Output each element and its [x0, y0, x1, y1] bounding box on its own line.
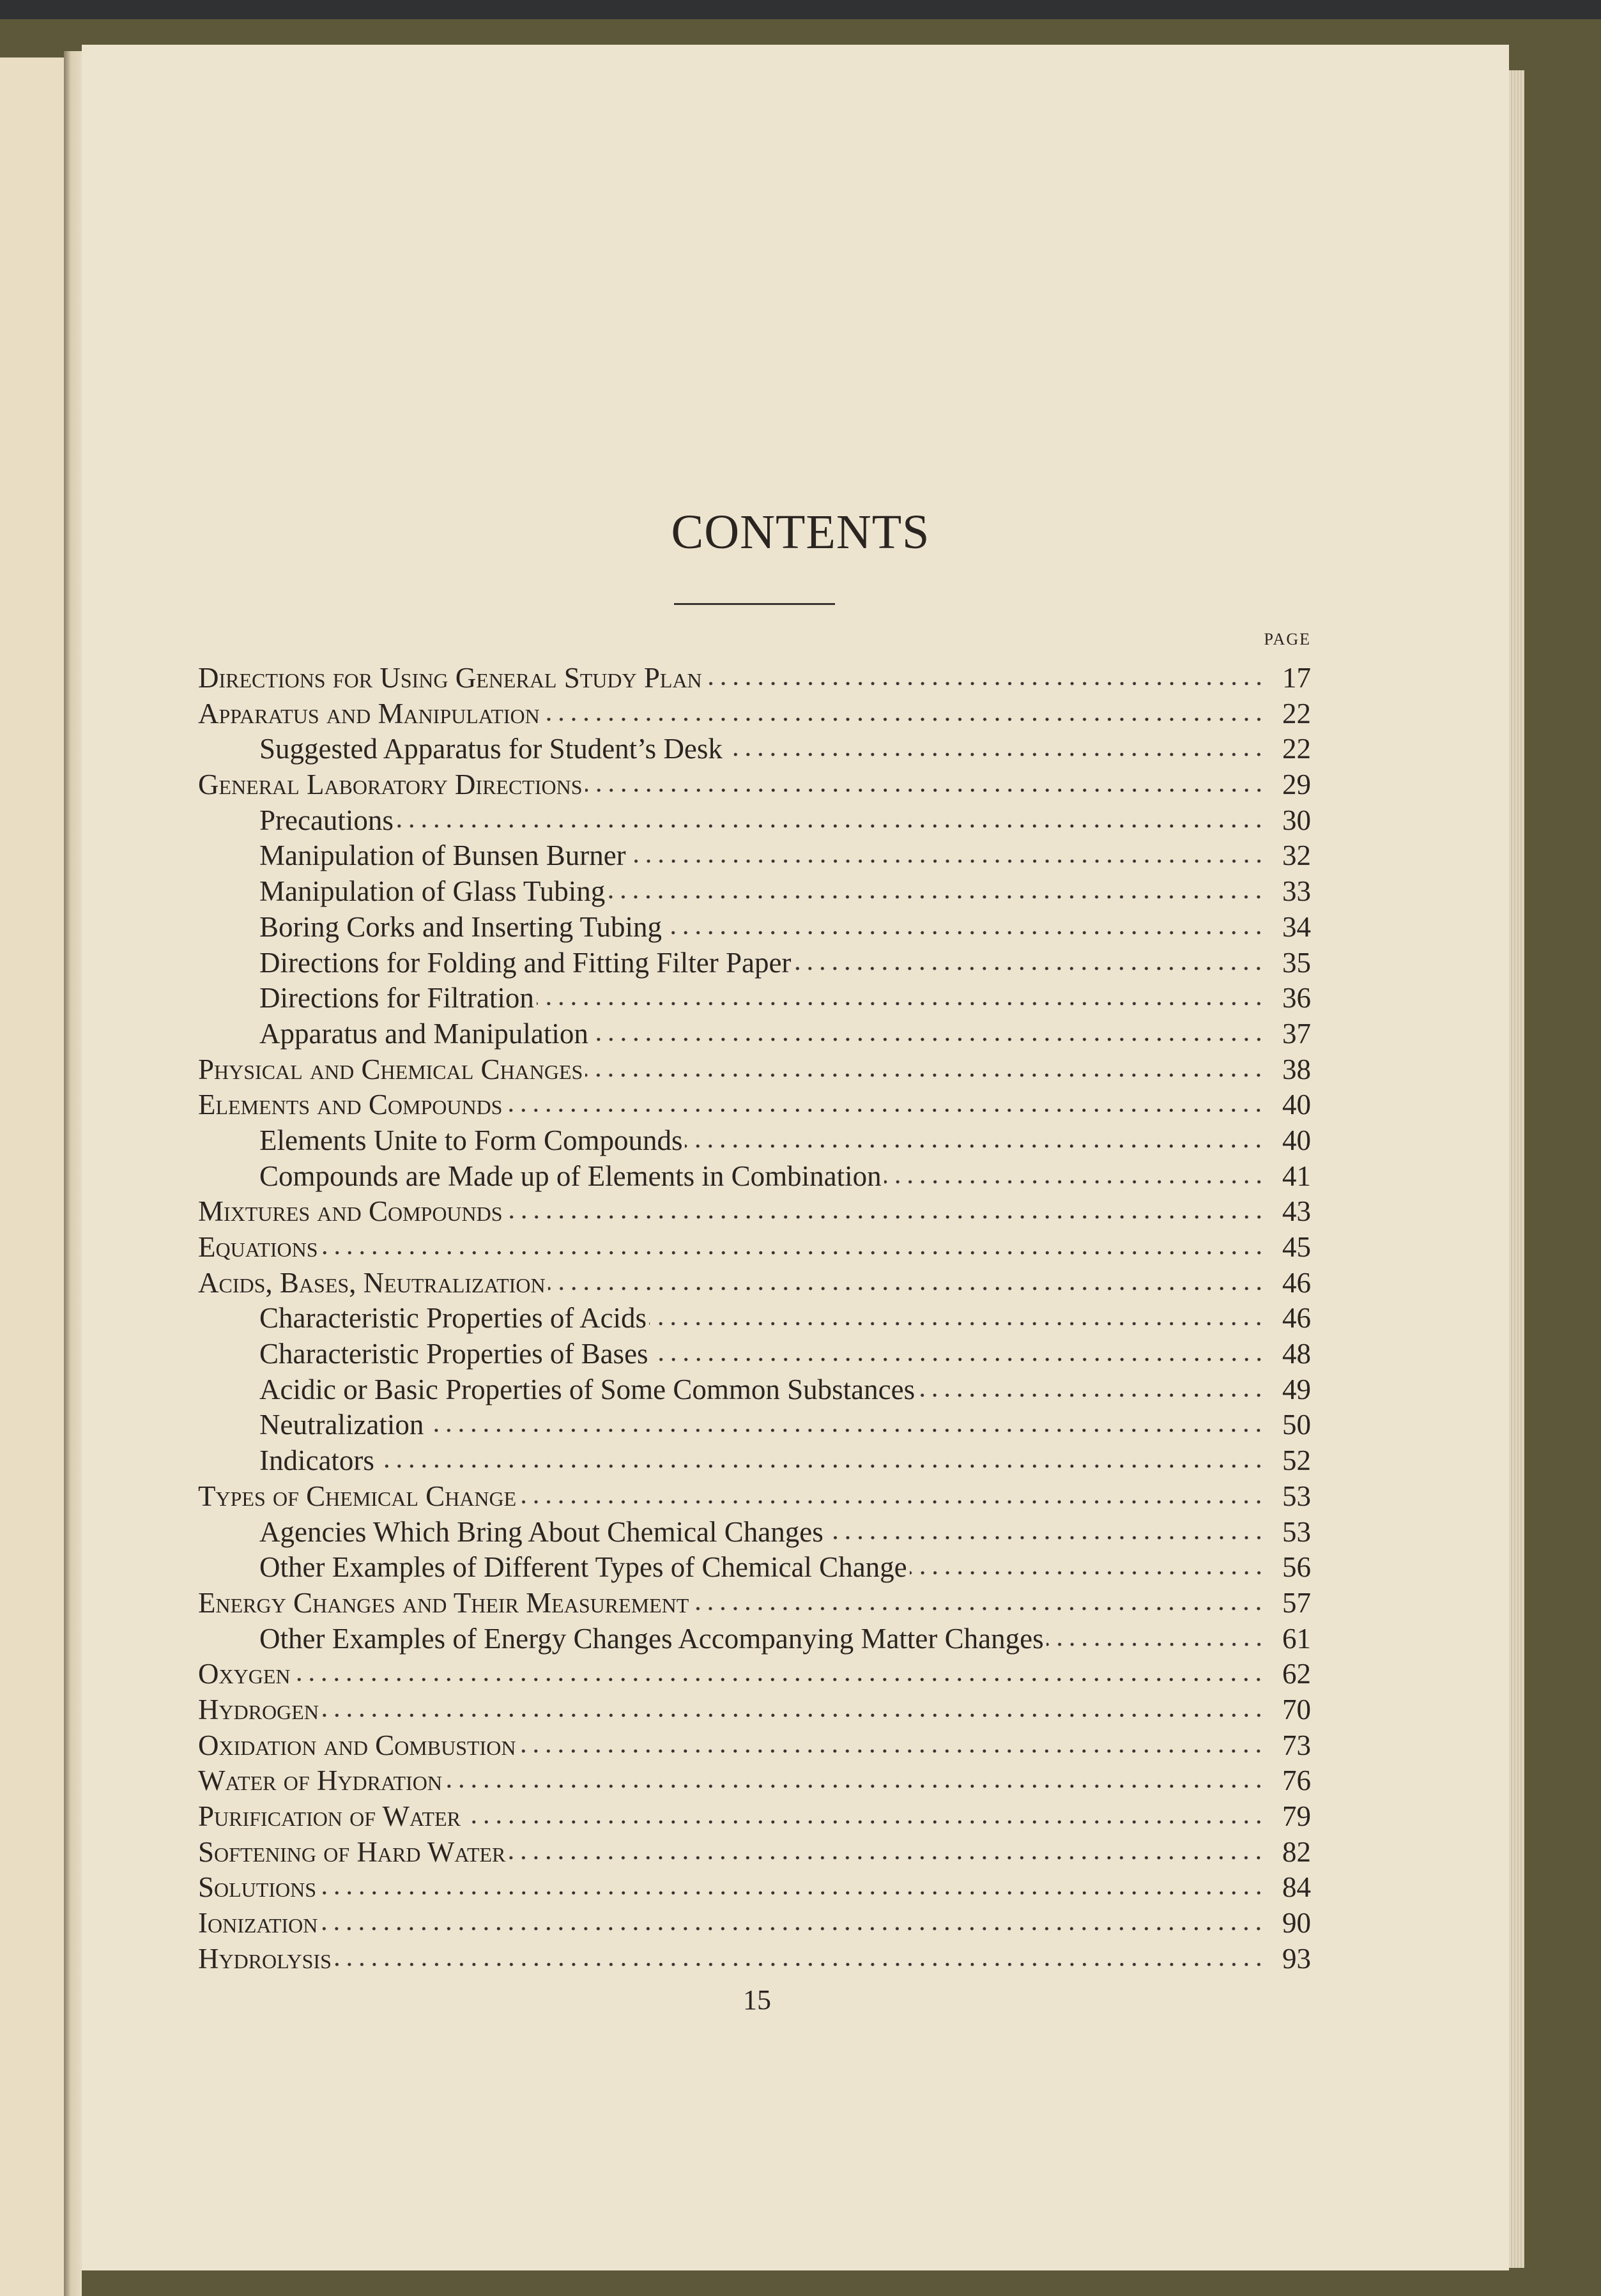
- entry-page-number: 22: [1282, 697, 1311, 730]
- entry-page-number: 73: [1282, 1729, 1311, 1761]
- title-rule: [674, 603, 835, 605]
- entry-title: Other Examples of Energy Changes Accompanying Matter Changes: [259, 1622, 1044, 1655]
- dot-leader: [320, 1925, 1265, 1932]
- entry-title: Equations: [198, 1231, 318, 1263]
- entry-page-number: 84: [1282, 1871, 1311, 1904]
- dot-leader: [426, 1427, 1265, 1434]
- entry-page-number: 38: [1282, 1053, 1311, 1085]
- page-number: 15: [743, 1984, 771, 2016]
- dot-leader: [396, 822, 1265, 830]
- entry-title: Directions for Filtration: [259, 982, 534, 1014]
- entry-title: Boring Corks and Inserting Tubing: [259, 910, 663, 943]
- entry-title: Energy Changes and Their Measurement: [198, 1586, 689, 1619]
- dot-leader: [884, 1178, 1265, 1186]
- toc-section-entry[interactable]: [198, 1372, 1311, 1408]
- dot-leader: [705, 680, 1265, 687]
- entry-title: Apparatus and Manipulation: [259, 1017, 588, 1050]
- entry-title: Agencies Which Bring About Chemical Changes: [259, 1515, 823, 1548]
- entry-page-number: 43: [1282, 1195, 1311, 1228]
- toc-chapter-entry[interactable]: [198, 1941, 1311, 1977]
- toc-section-entry[interactable]: [198, 1515, 1311, 1550]
- page-column-header: PAGE: [1264, 630, 1311, 648]
- dot-leader: [691, 1605, 1265, 1612]
- entry-page-number: 45: [1282, 1231, 1311, 1263]
- toc-section-entry[interactable]: [198, 1159, 1311, 1195]
- entry-title: Physical and Chemical Changes: [198, 1053, 583, 1085]
- entry-page-number: 41: [1282, 1159, 1311, 1192]
- page-edges: [1509, 70, 1524, 2268]
- toc-section-entry[interactable]: [198, 1123, 1311, 1159]
- entry-title: Manipulation of Bunsen Burner: [259, 839, 626, 872]
- entry-page-number: 30: [1282, 804, 1311, 836]
- toc-chapter-entry[interactable]: [198, 1870, 1311, 1906]
- toc-section-entry[interactable]: [198, 731, 1311, 767]
- dot-leader: [505, 1106, 1265, 1114]
- dot-leader: [321, 1711, 1265, 1719]
- dot-leader: [685, 1142, 1265, 1150]
- toc-section-entry[interactable]: [198, 1443, 1311, 1479]
- table-of-contents: [198, 661, 1311, 1977]
- left-page-edge: [0, 57, 64, 2296]
- dot-leader: [505, 1213, 1265, 1221]
- entry-page-number: 57: [1282, 1586, 1311, 1619]
- entry-page-number: 56: [1282, 1551, 1311, 1584]
- toc-chapter-entry[interactable]: [198, 1586, 1311, 1621]
- entry-title: Acidic or Basic Properties of Some Common Substances: [259, 1373, 915, 1405]
- entry-title: Elements and Compounds: [198, 1089, 503, 1121]
- book-gutter: [64, 51, 82, 2296]
- dot-leader: [445, 1782, 1265, 1790]
- toc-section-entry[interactable]: [198, 981, 1311, 1016]
- toc-chapter-entry[interactable]: [198, 1087, 1311, 1123]
- toc-chapter-entry[interactable]: [198, 696, 1311, 732]
- entry-page-number: 29: [1282, 769, 1311, 801]
- dot-leader: [793, 965, 1265, 972]
- toc-chapter-entry[interactable]: [198, 1266, 1311, 1301]
- toc-chapter-entry[interactable]: [198, 1657, 1311, 1692]
- dot-leader: [651, 1356, 1265, 1363]
- toc-chapter-entry[interactable]: [198, 1479, 1311, 1515]
- toc-chapter-entry[interactable]: [198, 1835, 1311, 1871]
- dot-leader: [629, 857, 1265, 865]
- entry-page-number: 46: [1282, 1266, 1311, 1299]
- entry-title: Other Examples of Different Types of Chemical Change: [259, 1551, 907, 1584]
- entry-title: Elements Unite to Form Compounds: [259, 1124, 683, 1156]
- entry-page-number: 33: [1282, 875, 1311, 908]
- entry-title: Characteristic Properties of Acids: [259, 1302, 647, 1335]
- entry-page-number: 34: [1282, 910, 1311, 943]
- entry-page-number: 52: [1282, 1444, 1311, 1477]
- toc-chapter-entry[interactable]: [198, 1799, 1311, 1835]
- toc-section-entry[interactable]: [198, 874, 1311, 910]
- dot-leader: [377, 1462, 1265, 1470]
- entry-title: Water of Hydration: [198, 1764, 442, 1797]
- entry-page-number: 61: [1282, 1622, 1311, 1655]
- toc-section-entry[interactable]: [198, 1016, 1311, 1052]
- entry-page-number: 37: [1282, 1017, 1311, 1050]
- toc-chapter-entry[interactable]: [198, 1906, 1311, 1941]
- dot-leader: [319, 1889, 1265, 1897]
- toc-chapter-entry[interactable]: [198, 1763, 1311, 1799]
- dot-leader: [725, 751, 1265, 758]
- contents-title: CONTENTS: [671, 505, 930, 559]
- entry-title: Purification of Water: [198, 1800, 461, 1832]
- entry-page-number: 40: [1282, 1124, 1311, 1156]
- entry-page-number: 17: [1282, 662, 1311, 694]
- dot-leader: [548, 1285, 1265, 1292]
- dot-leader: [585, 1071, 1265, 1079]
- entry-page-number: 76: [1282, 1764, 1311, 1797]
- entry-title: Characteristic Properties of Bases: [259, 1338, 648, 1370]
- entry-page-number: 35: [1282, 946, 1311, 979]
- toc-section-entry[interactable]: [198, 1336, 1311, 1372]
- entry-title: Oxygen: [198, 1658, 291, 1690]
- entry-title: Indicators: [259, 1444, 374, 1477]
- entry-title: Hydrogen: [198, 1693, 319, 1726]
- dot-leader: [826, 1534, 1265, 1542]
- dot-leader: [463, 1818, 1265, 1826]
- toc-chapter-entry[interactable]: [198, 1194, 1311, 1230]
- entry-title: Hydrolysis: [198, 1942, 332, 1975]
- toc-section-entry[interactable]: [198, 803, 1311, 839]
- toc-chapter-entry[interactable]: [198, 767, 1311, 803]
- toc-section-entry[interactable]: [198, 910, 1311, 945]
- entry-page-number: 22: [1282, 733, 1311, 765]
- toc-chapter-entry[interactable]: [198, 1230, 1311, 1266]
- toc-chapter-entry[interactable]: [198, 1052, 1311, 1088]
- entry-page-number: 79: [1282, 1800, 1311, 1832]
- dot-leader: [542, 716, 1265, 723]
- entry-title: Suggested Apparatus for Student’s Desk: [259, 733, 723, 765]
- entry-title: Manipulation of Glass Tubing: [259, 875, 606, 908]
- toc-section-entry[interactable]: [198, 1621, 1311, 1657]
- dot-leader: [293, 1676, 1265, 1683]
- entry-title: Precautions: [259, 804, 394, 836]
- entry-title: Apparatus and Manipulation: [198, 697, 540, 730]
- entry-title: General Laboratory Directions: [198, 769, 583, 801]
- entry-page-number: 90: [1282, 1907, 1311, 1940]
- dot-leader: [519, 1498, 1265, 1506]
- dot-leader: [585, 786, 1265, 794]
- entry-page-number: 40: [1282, 1089, 1311, 1121]
- dot-leader: [910, 1569, 1265, 1577]
- entry-page-number: 50: [1282, 1409, 1311, 1441]
- entry-title: Directions for Folding and Fitting Filter Paper: [259, 946, 792, 979]
- entry-page-number: 53: [1282, 1480, 1311, 1512]
- entry-page-number: 70: [1282, 1693, 1311, 1726]
- entry-page-number: 62: [1282, 1658, 1311, 1690]
- entry-page-number: 46: [1282, 1302, 1311, 1335]
- entry-page-number: 32: [1282, 839, 1311, 872]
- entry-title: Compounds are Made up of Elements in Combination: [259, 1159, 882, 1192]
- dot-leader: [649, 1320, 1265, 1328]
- entry-page-number: 93: [1282, 1942, 1311, 1975]
- entry-title: Types of Chemical Change: [198, 1480, 517, 1512]
- toc-chapter-entry[interactable]: [198, 661, 1311, 696]
- dot-leader: [664, 929, 1265, 937]
- dot-leader: [591, 1036, 1265, 1043]
- entry-title: Acids, Bases, Neutralization: [198, 1266, 546, 1299]
- dot-leader: [321, 1249, 1266, 1257]
- entry-page-number: 36: [1282, 982, 1311, 1014]
- toc-section-entry[interactable]: [198, 1301, 1311, 1336]
- dot-leader: [518, 1747, 1265, 1755]
- toc-section-entry[interactable]: [198, 945, 1311, 981]
- entry-title: Ionization: [198, 1907, 318, 1940]
- toc-chapter-entry[interactable]: [198, 1692, 1311, 1728]
- entry-page-number: 48: [1282, 1338, 1311, 1370]
- dot-leader: [1046, 1641, 1265, 1648]
- entry-page-number: 49: [1282, 1373, 1311, 1405]
- entry-title: Oxidation and Combustion: [198, 1729, 516, 1761]
- entry-title: Solutions: [198, 1871, 317, 1904]
- toc-chapter-entry[interactable]: [198, 1728, 1311, 1764]
- dot-leader: [508, 1854, 1265, 1862]
- dot-leader: [537, 1000, 1265, 1007]
- toc-section-entry[interactable]: [198, 838, 1311, 874]
- entry-title: Mixtures and Compounds: [198, 1195, 503, 1228]
- toc-section-entry[interactable]: [198, 1407, 1311, 1443]
- toc-section-entry[interactable]: [198, 1550, 1311, 1586]
- entry-page-number: 53: [1282, 1515, 1311, 1548]
- entry-title: Neutralization: [259, 1409, 424, 1441]
- entry-page-number: 82: [1282, 1835, 1311, 1868]
- entry-title: Softening of Hard Water: [198, 1835, 506, 1868]
- dot-leader: [608, 893, 1265, 901]
- entry-title: Directions for Using General Study Plan: [198, 662, 702, 694]
- dot-leader: [334, 1961, 1265, 1968]
- dot-leader: [917, 1391, 1265, 1399]
